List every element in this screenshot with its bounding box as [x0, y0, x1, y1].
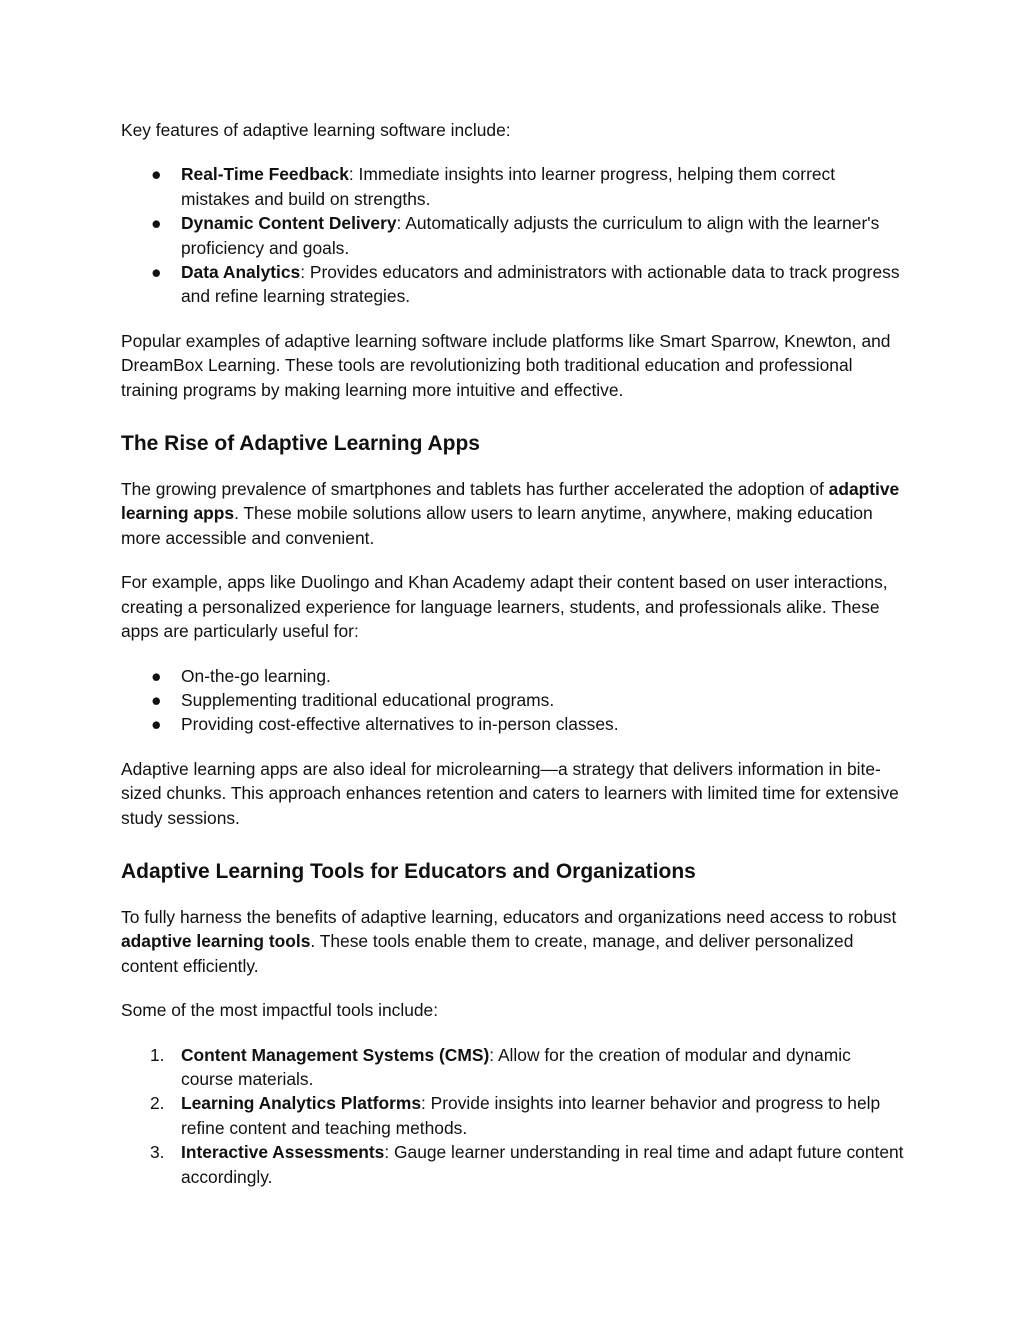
tool-text: : Provide insights into learner behavior and progress to help refine content and teaching methods.	[181, 1093, 881, 1138]
bullet-icon: ●	[151, 665, 162, 686]
feature-term: Real-Time Feedback	[181, 164, 349, 185]
list-item	[121, 260, 906, 309]
list-item	[121, 211, 906, 260]
examples-paragraph: Popular examples of adaptive learning software include platforms like Smart Sparrow, Knewton, and DreamBox Learning. These tools are revolutionizing both traditional education and professional training programs by making learning more intuitive and effective.	[121, 330, 891, 400]
tool-term: Learning Analytics Platforms	[181, 1093, 421, 1114]
apps-paragraph-2: For example, apps like Duolingo and Khan Academy adapt their content based on user interactions, creating a personalized experience for language learners, students, and professionals alike. These apps are particularly useful for:	[121, 572, 888, 642]
section-heading-tools: Adaptive Learning Tools for Educators and Organizations	[121, 859, 696, 883]
features-list	[121, 162, 906, 308]
feature-term: Dynamic Content Delivery	[181, 213, 397, 234]
list-item	[121, 1091, 906, 1140]
feature-text: : Provides educators and administrators with actionable data to track progress and refine learning strategies.	[181, 262, 900, 307]
bold-term: adaptive learning tools	[121, 931, 311, 952]
bullet-icon: ●	[151, 689, 162, 710]
list-item	[121, 664, 906, 688]
tool-term: Content Management Systems (CMS)	[181, 1044, 490, 1065]
bullet-icon: ●	[151, 714, 162, 735]
list-item	[121, 1140, 906, 1189]
tools-list	[121, 1043, 906, 1189]
tools-paragraph-2: Some of the most impactful tools include:	[121, 1000, 439, 1021]
list-item	[121, 688, 906, 712]
uses-list	[121, 664, 906, 737]
text-run: . These tools enable them to create, manage, and deliver personalized content efficiently.	[121, 931, 854, 976]
text-run: The growing prevalence of smartphones and tablets has further accelerated the adoption of	[121, 479, 829, 500]
bold-term: adaptive learning apps	[121, 479, 900, 524]
tool-text: : Allow for the creation of modular and dynamic course materials.	[181, 1044, 851, 1089]
document-page	[121, 118, 906, 1209]
list-item	[121, 1043, 906, 1092]
text-run: . These mobile solutions allow users to learn anytime, anywhere, making education more accessible and convenient.	[121, 503, 873, 548]
list-number: 1.	[150, 1044, 165, 1065]
bullet-icon: ●	[151, 164, 162, 185]
features-intro: Key features of adaptive learning software include:	[121, 120, 511, 140]
feature-text: : Immediate insights into learner progress, helping them correct mistakes and build on strengths.	[181, 164, 836, 209]
section-heading-apps: The Rise of Adaptive Learning Apps	[121, 432, 480, 456]
tools-paragraph-1	[121, 905, 906, 978]
list-number: 3.	[150, 1142, 165, 1163]
list-number: 2.	[150, 1093, 165, 1114]
feature-term: Data Analytics	[181, 262, 301, 283]
tool-text: : Gauge learner understanding in real time and adapt future content accordingly.	[181, 1142, 904, 1187]
tool-term: Interactive Assessments	[181, 1142, 385, 1163]
list-item	[121, 162, 906, 211]
list-item	[121, 712, 906, 736]
feature-text: : Automatically adjusts the curriculum to align with the learner's proficiency and goals.	[181, 213, 880, 258]
text-run: To fully harness the benefits of adaptive learning, educators and organizations need access to robust	[121, 906, 897, 927]
use-text: On-the-go learning.	[181, 665, 331, 686]
bullet-icon: ●	[151, 213, 162, 234]
use-text: Providing cost-effective alternatives to in-person classes.	[181, 714, 619, 735]
apps-paragraph-3: Adaptive learning apps are also ideal for microlearning—a strategy that delivers information in bite-sized chunks. This approach enhances retention and caters to learners with limited time for extensive study sessions.	[121, 758, 899, 828]
use-text: Supplementing traditional educational programs.	[181, 689, 555, 710]
apps-paragraph-1	[121, 477, 906, 550]
bullet-icon: ●	[151, 262, 162, 283]
